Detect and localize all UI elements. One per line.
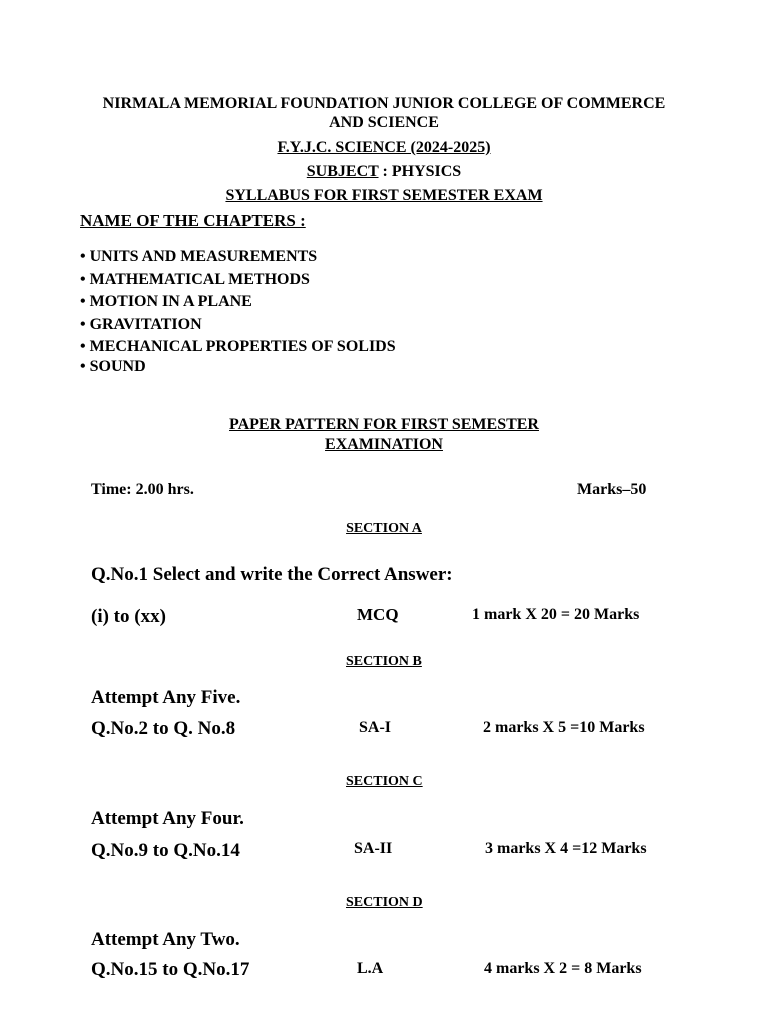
pattern-title-line1-text: PAPER PATTERN FOR FIRST SEMESTER bbox=[229, 416, 539, 433]
section-d-type: L.A bbox=[357, 960, 384, 977]
section-c-instruction: Attempt Any Four. bbox=[91, 808, 244, 829]
syllabus-title bbox=[0, 186, 768, 206]
section-c-marks: 3 marks X 4 =12 Marks bbox=[485, 840, 647, 857]
class-year bbox=[0, 138, 768, 158]
section-a-marks: 1 mark X 20 = 20 Marks bbox=[472, 606, 640, 623]
section-a-type: MCQ bbox=[357, 605, 399, 624]
section-d-marks: 4 marks X 2 = 8 Marks bbox=[484, 960, 642, 977]
chapter-item: • MOTION IN A PLANE bbox=[80, 291, 396, 314]
chapter-item: • MECHANICAL PROPERTIES OF SOLIDS bbox=[80, 336, 396, 359]
section-b-questions: Q.No.2 to Q. No.8 bbox=[91, 718, 236, 739]
section-c-type: SA-II bbox=[354, 840, 393, 857]
chapter-item: • SOUND bbox=[80, 356, 396, 379]
college-name-line1: NIRMALA MEMORIAL FOUNDATION JUNIOR COLLEGE OF COMMERCE bbox=[102, 95, 666, 112]
section-b-type: SA-I bbox=[359, 719, 392, 736]
section-b-instruction: Attempt Any Five. bbox=[91, 687, 241, 708]
chapter-item: • GRAVITATION bbox=[80, 314, 396, 337]
subject-label: SUBJECT bbox=[306, 163, 379, 180]
college-name-line2: AND SCIENCE bbox=[329, 114, 439, 131]
section-d-heading: SECTION D bbox=[346, 895, 423, 910]
class-year-text: F.Y.J.C. SCIENCE (2024-2025) bbox=[277, 139, 491, 156]
syllabus-title-text: SYLLABUS FOR FIRST SEMESTER EXAM bbox=[225, 187, 543, 204]
section-a-instruction: Q.No.1 Select and write the Correct Answer: bbox=[91, 564, 453, 585]
exam-total-marks: Marks–50 bbox=[577, 481, 647, 498]
subject-line bbox=[0, 162, 768, 182]
exam-time: Time: 2.00 hrs. bbox=[91, 481, 194, 498]
chapters-heading: NAME OF THE CHAPTERS : bbox=[80, 211, 306, 230]
section-b-heading: SECTION B bbox=[346, 654, 422, 669]
section-c-questions: Q.No.9 to Q.No.14 bbox=[91, 840, 240, 861]
section-c-heading: SECTION C bbox=[346, 774, 423, 789]
chapters-list bbox=[80, 246, 396, 378]
section-d-questions: Q.No.15 to Q.No.17 bbox=[91, 959, 250, 980]
section-a-heading: SECTION A bbox=[346, 521, 422, 536]
pattern-title-line2-text: EXAMINATION bbox=[325, 436, 443, 453]
chapter-item: • MATHEMATICAL METHODS bbox=[80, 269, 396, 292]
section-a-questions: (i) to (xx) bbox=[91, 606, 166, 627]
chapter-item: • UNITS AND MEASUREMENTS bbox=[80, 246, 396, 269]
pattern-title-line1 bbox=[0, 415, 768, 435]
section-d-instruction: Attempt Any Two. bbox=[91, 929, 240, 950]
subject-value: : PHYSICS bbox=[378, 163, 462, 180]
section-b-marks: 2 marks X 5 =10 Marks bbox=[483, 719, 645, 736]
pattern-title-line2 bbox=[0, 435, 768, 455]
